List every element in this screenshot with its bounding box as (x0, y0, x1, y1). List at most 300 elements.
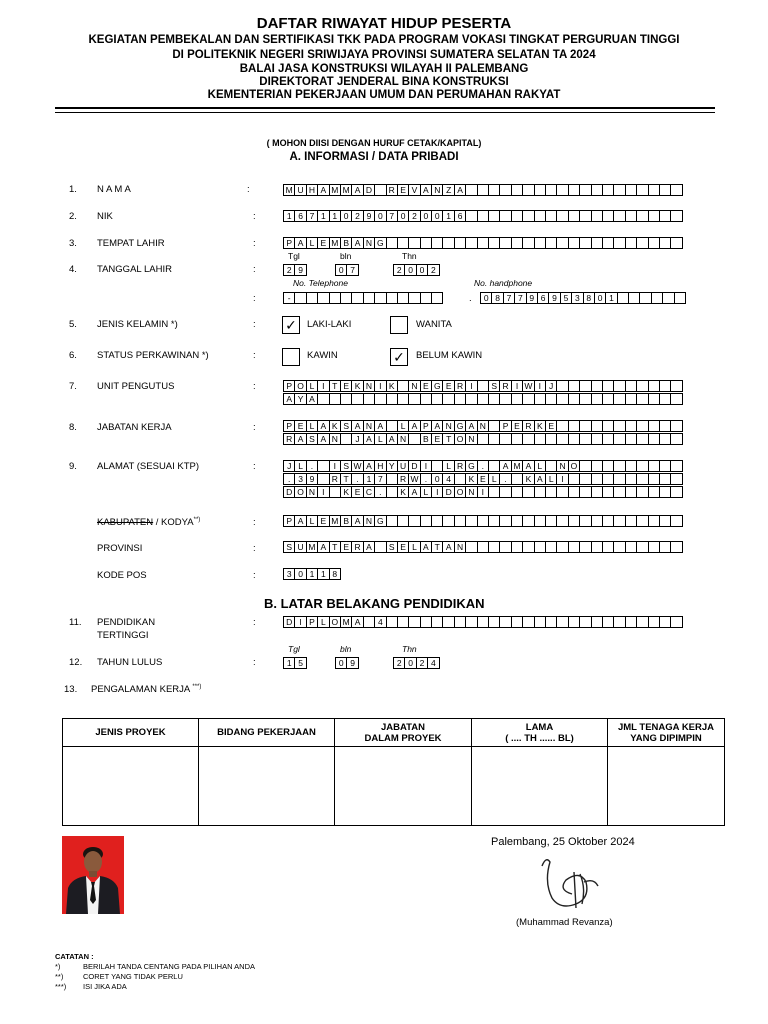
alamat-grid-line-3[interactable] (284, 486, 683, 498)
letter-box: L (294, 460, 306, 472)
letter-box: 4 (442, 473, 454, 485)
tahun-lulus-label: TAHUN LULUS (97, 657, 163, 668)
letter-box: 1 (317, 568, 329, 580)
letter-box: 1 (605, 292, 617, 304)
letter-box: 1 (442, 210, 454, 222)
status-label: STATUS PERKAWINAN *) (97, 350, 209, 361)
letter-box: 3 (294, 473, 306, 485)
letter-box: R (454, 460, 466, 472)
letter-box: W (522, 380, 534, 392)
letter-box: L (420, 486, 432, 498)
provinsi-grid[interactable] (284, 541, 683, 553)
letter-box: R (454, 380, 466, 392)
letter-box: 1 (306, 568, 318, 580)
colon: : (253, 422, 256, 433)
header-line-5: KEMENTERIAN PEKERJAAN UMUM DAN PERUMAHAN RAKYAT (207, 89, 561, 101)
letter-box: 7 (514, 292, 526, 304)
letter-box: Y (386, 460, 398, 472)
signature (536, 852, 602, 919)
laki-laki-checkbox[interactable]: ✓ (282, 316, 300, 334)
grad-day-grid[interactable] (284, 657, 307, 669)
pengalaman-text: PENGALAMAN KERJA (91, 684, 190, 696)
letter-box: S (488, 380, 500, 392)
letter-box: J (283, 460, 295, 472)
letter-box: E (397, 184, 409, 196)
letter-box: R (283, 433, 295, 445)
letter-box: . (351, 473, 363, 485)
row-number: 12. (69, 657, 83, 668)
alamat-label: ALAMAT (SESUAI KTP) (97, 461, 200, 472)
letter-box: 6 (537, 292, 549, 304)
letter-box: 1 (329, 210, 341, 222)
note-1-mark: *) (55, 962, 61, 971)
kabupaten-note-mark: **) (193, 517, 201, 523)
letter-box (670, 541, 682, 553)
letter-box: I (374, 380, 386, 392)
letter-box: N (363, 420, 375, 432)
letter-box: J (545, 380, 557, 392)
letter-box: . (420, 473, 432, 485)
row-number: 5. (69, 319, 77, 330)
letter-box (670, 486, 682, 498)
letter-box: G (465, 460, 477, 472)
letter-box: 2 (393, 264, 405, 276)
letter-box: A (317, 184, 329, 196)
letter-box: A (363, 541, 375, 553)
table-row (63, 747, 725, 826)
letter-box: 0 (420, 210, 432, 222)
letter-box: N (408, 380, 420, 392)
letter-box: 2 (416, 657, 428, 669)
colon: : (253, 517, 256, 528)
signatory-name: (Muhammad Revanza) (516, 917, 613, 928)
letter-box: M (306, 541, 318, 553)
header-line-3: BALAI JASA KONSTRUKSI WILAYAH II PALEMBANG (239, 63, 529, 75)
handphone-grid[interactable] (481, 292, 686, 304)
header-line-2: DI POLITEKNIK NEGERI SRIWIJAYA PROVINSI SUMATERA SELATAN TA 2024 (172, 49, 596, 61)
letter-box: L (306, 515, 318, 527)
letter-box: O (329, 616, 341, 628)
letter-box: 0 (340, 210, 352, 222)
col-jabatan-proyek: JABATAN DALAM PROYEK (335, 719, 472, 747)
letter-box: N (329, 433, 341, 445)
row-number: 9. (69, 461, 77, 472)
letter-box: 4 (374, 616, 386, 628)
colon: : (247, 184, 250, 195)
letter-box: 9 (548, 292, 560, 304)
letter-box: A (499, 460, 511, 472)
phone-separator: . (469, 293, 472, 304)
letter-box: P (283, 420, 295, 432)
letter-box: A (442, 541, 454, 553)
letter-box: 3 (571, 292, 583, 304)
letter-box: L (488, 473, 500, 485)
letter-box: I (534, 380, 546, 392)
jabatan-label: JABATAN KERJA (97, 422, 172, 433)
letter-box: D (283, 486, 295, 498)
letter-box (670, 210, 682, 222)
kawin-checkbox[interactable] (282, 348, 300, 366)
letter-box: - (283, 292, 295, 304)
letter-box: . (499, 473, 511, 485)
letter-box: A (534, 473, 546, 485)
letter-box: A (306, 393, 318, 405)
letter-box (674, 292, 686, 304)
letter-box: I (317, 486, 329, 498)
letter-box: A (408, 486, 420, 498)
alamat-grid-line-1[interactable] (284, 460, 683, 472)
letter-box: B (340, 237, 352, 249)
letter-box: K (522, 473, 534, 485)
letter-box: 0 (335, 264, 347, 276)
table-cell[interactable] (63, 747, 199, 826)
letter-box: K (340, 486, 352, 498)
nik-label: NIK (97, 211, 113, 222)
letter-box: 0 (335, 657, 347, 669)
colon: : (253, 238, 256, 249)
letter-box: A (317, 420, 329, 432)
letter-box: N (306, 486, 318, 498)
letter-box: E (317, 237, 329, 249)
unit-grid-line-1[interactable] (284, 380, 683, 392)
letter-box: 2 (408, 210, 420, 222)
letter-box: A (454, 184, 466, 196)
letter-box: M (283, 184, 295, 196)
notes-title: CATATAN : (55, 952, 94, 961)
letter-box: G (374, 237, 386, 249)
colon: : (253, 211, 256, 222)
letter-box: R (499, 380, 511, 392)
letter-box: N (442, 420, 454, 432)
letter-box: I (329, 460, 341, 472)
letter-box: A (351, 515, 363, 527)
document-title: DAFTAR RIWAYAT HIDUP PESERTA (256, 15, 512, 32)
provinsi-label: PROVINSI (97, 543, 143, 554)
letter-box: E (317, 515, 329, 527)
letter-box: 0 (374, 210, 386, 222)
tanggal-lahir-label: TANGGAL LAHIR (97, 264, 172, 275)
handphone-caption: No. handphone (474, 278, 533, 288)
letter-box: K (351, 380, 363, 392)
note-1: BERILAH TANDA CENTANG PADA PILIHAN ANDA (83, 962, 255, 971)
colon: : (253, 350, 256, 361)
letter-box: 9 (306, 473, 318, 485)
note-2: CORET YANG TIDAK PERLU (83, 972, 183, 981)
letter-box: 2 (351, 210, 363, 222)
letter-box: M (340, 184, 352, 196)
letter-box: S (306, 433, 318, 445)
letter-box: 4 (427, 657, 439, 669)
letter-box: 2 (393, 657, 405, 669)
nik-grid[interactable] (284, 210, 683, 222)
colon: : (253, 293, 256, 304)
letter-box: I (556, 473, 568, 485)
letter-box: 9 (526, 292, 538, 304)
table-cell[interactable] (472, 747, 608, 826)
letter-box (670, 237, 682, 249)
place-date: Palembang, 25 Oktober 2024 (491, 836, 635, 848)
letter-box: N (454, 541, 466, 553)
kode-pos-grid[interactable] (284, 568, 341, 580)
letter-box: I (511, 380, 523, 392)
letter-box: R (351, 541, 363, 553)
letter-box: 0 (480, 292, 492, 304)
letter-box: N (397, 433, 409, 445)
letter-box: A (317, 433, 329, 445)
letter-box: 0 (416, 264, 428, 276)
kabupaten-label (97, 517, 200, 528)
letter-box: 2 (427, 264, 439, 276)
telephone-caption: No. Telephone (293, 278, 348, 288)
letter-box: P (499, 420, 511, 432)
colon: : (253, 617, 256, 628)
letter-box: M (329, 515, 341, 527)
letter-box: E (340, 380, 352, 392)
letter-box: I (431, 486, 443, 498)
letter-box: N (556, 460, 568, 472)
letter-box (670, 380, 682, 392)
letter-box: T (442, 433, 454, 445)
letter-box: H (374, 460, 386, 472)
jenis-kelamin-label: JENIS KELAMIN *) (97, 319, 178, 330)
letter-box (670, 473, 682, 485)
letter-box: 1 (317, 210, 329, 222)
letter-box: S (340, 460, 352, 472)
letter-box: A (386, 433, 398, 445)
letter-box: A (317, 541, 329, 553)
letter-box (670, 393, 682, 405)
letter-box: 7 (386, 210, 398, 222)
alamat-grid-line-2[interactable] (284, 473, 683, 485)
birth-day-grid[interactable] (284, 264, 307, 276)
thn-caption: Thn (402, 644, 417, 654)
nama-label: N A M A (97, 184, 131, 195)
section-a-title: A. INFORMASI / DATA PRIBADI (289, 151, 459, 163)
colon: : (253, 319, 256, 330)
letter-box: K (397, 486, 409, 498)
letter-box: B (340, 515, 352, 527)
letter-box: A (351, 184, 363, 196)
row-number: 8. (69, 422, 77, 433)
row-number: 6. (69, 350, 77, 361)
wanita-label: WANITA (416, 319, 452, 330)
col-jenis-proyek: JENIS PROYEK (63, 719, 199, 747)
letter-box: 8 (329, 568, 341, 580)
letter-box: 7 (306, 210, 318, 222)
pengalaman-note-mark: ***) (192, 684, 202, 690)
letter-box: P (283, 237, 295, 249)
letter-box: A (283, 393, 295, 405)
letter-box (670, 420, 682, 432)
letter-box: 0 (294, 568, 306, 580)
letter-box: K (534, 420, 546, 432)
kabupaten-grid[interactable] (284, 515, 683, 527)
letter-box: P (283, 380, 295, 392)
row-number: 13. (64, 684, 78, 695)
pendidikan-label-2: TERTINGGI (97, 630, 149, 641)
jabatan-grid-line-1[interactable] (284, 420, 683, 432)
table-cell[interactable] (335, 747, 472, 826)
jabatan-grid-line-2[interactable] (284, 433, 683, 445)
letter-box: 7 (374, 473, 386, 485)
letter-box: T (329, 541, 341, 553)
kawin-label: KAWIN (307, 350, 338, 361)
letter-box: 0 (397, 210, 409, 222)
header-line-4: DIREKTORAT JENDERAL BINA KONSTRUKSI (259, 76, 509, 88)
birth-month-grid[interactable] (336, 264, 359, 276)
letter-box: J (351, 433, 363, 445)
table-header-row (63, 719, 725, 747)
wanita-checkbox[interactable] (390, 316, 408, 334)
letter-box: E (511, 420, 523, 432)
colon: : (253, 264, 256, 275)
letter-box: T (340, 473, 352, 485)
letter-box: E (420, 380, 432, 392)
note-2-mark: **) (55, 972, 64, 981)
belum-kawin-label: BELUM KAWIN (416, 350, 483, 361)
letter-box: 9 (363, 210, 375, 222)
letter-box: S (386, 541, 398, 553)
letter-box: N (465, 486, 477, 498)
letter-box: C (363, 486, 375, 498)
letter-box: T (431, 541, 443, 553)
letter-box: Z (442, 184, 454, 196)
letter-box: . (283, 473, 295, 485)
letter-box: M (511, 460, 523, 472)
birth-year-grid[interactable] (394, 264, 440, 276)
letter-box: . (306, 460, 318, 472)
letter-box (431, 292, 443, 304)
letter-box: K (386, 380, 398, 392)
letter-box: 5 (294, 657, 306, 669)
letter-box: I (317, 380, 329, 392)
letter-box: I (294, 616, 306, 628)
letter-box (670, 616, 682, 628)
letter-box: L (534, 460, 546, 472)
row-number: 4. (69, 264, 77, 275)
letter-box: L (397, 420, 409, 432)
letter-box: 0 (431, 473, 443, 485)
letter-box (670, 184, 682, 196)
unit-grid-line-2[interactable] (284, 393, 683, 405)
letter-box: 1 (363, 473, 375, 485)
letter-box: N (363, 380, 375, 392)
letter-box: P (420, 420, 432, 432)
letter-box: A (294, 515, 306, 527)
colon: : (253, 543, 256, 554)
letter-box: Y (294, 393, 306, 405)
letter-box: R (522, 420, 534, 432)
letter-box: N (363, 515, 375, 527)
letter-box: L (408, 541, 420, 553)
letter-box: 1 (283, 657, 295, 669)
kabupaten-struck: KABUPATEN (97, 517, 154, 529)
section-b-title: B. LATAR BELAKANG PENDIDIKAN (264, 596, 485, 611)
kode-pos-label: KODE POS (97, 570, 147, 581)
letter-box: 0 (594, 292, 606, 304)
letter-box: A (363, 433, 375, 445)
letter-box: N (477, 420, 489, 432)
row-number: 3. (69, 238, 77, 249)
letter-box: O (568, 460, 580, 472)
letter-box: E (351, 486, 363, 498)
letter-box: A (465, 420, 477, 432)
letter-box: L (545, 473, 557, 485)
letter-box: R (386, 184, 398, 196)
tempat-lahir-grid[interactable] (284, 237, 683, 249)
letter-box: P (283, 515, 295, 527)
passport-photo (62, 836, 124, 914)
telephone-grid[interactable] (284, 292, 443, 304)
letter-box: N (431, 184, 443, 196)
experience-table (62, 718, 725, 826)
grad-month-grid[interactable] (336, 657, 359, 669)
letter-box: A (374, 420, 386, 432)
letter-box: A (431, 420, 443, 432)
letter-box: O (454, 433, 466, 445)
row-number: 2. (69, 211, 77, 222)
letter-box: A (420, 184, 432, 196)
letter-box: A (522, 460, 534, 472)
table-cell[interactable] (608, 747, 725, 826)
letter-box: L (374, 433, 386, 445)
grad-year-grid[interactable] (394, 657, 440, 669)
table-cell[interactable] (199, 747, 335, 826)
letter-box: M (329, 237, 341, 249)
laki-laki-label: LAKI-LAKI (307, 319, 352, 330)
letter-box: L (306, 420, 318, 432)
letter-box: S (283, 541, 295, 553)
letter-box: . (374, 486, 386, 498)
letter-box: E (477, 473, 489, 485)
col-bidang-pekerjaan: BIDANG PEKERJAAN (199, 719, 335, 747)
row-number: 7. (69, 381, 77, 392)
letter-box: A (351, 616, 363, 628)
letter-box: 5 (560, 292, 572, 304)
letter-box: M (329, 184, 341, 196)
letter-box: 0 (431, 210, 443, 222)
pendidikan-grid[interactable] (284, 616, 683, 628)
nama-grid[interactable] (284, 184, 683, 196)
letter-box: A (351, 237, 363, 249)
thn-caption: Thn (402, 251, 417, 261)
letter-box: 8 (491, 292, 503, 304)
colon: : (253, 461, 256, 472)
letter-box: L (306, 380, 318, 392)
letter-box: E (294, 420, 306, 432)
note-3-mark: ***) (55, 982, 67, 991)
letter-box: K (465, 473, 477, 485)
letter-box: S (340, 420, 352, 432)
letter-box: E (545, 420, 557, 432)
letter-box: I (465, 380, 477, 392)
letter-box: I (420, 460, 432, 472)
letter-box: N (465, 433, 477, 445)
col-jml-tenaga: JML TENAGA KERJA YANG DIPIMPIN (608, 719, 725, 747)
note-3: ISI JIKA ADA (83, 982, 127, 991)
letter-box (670, 433, 682, 445)
letter-box: 1 (283, 210, 295, 222)
letter-box: E (442, 380, 454, 392)
letter-box: 0 (404, 264, 416, 276)
letter-box: V (408, 184, 420, 196)
letter-box: H (306, 184, 318, 196)
belum-kawin-checkbox[interactable]: ✓ (390, 348, 408, 366)
letter-box: 6 (454, 210, 466, 222)
letter-box: A (408, 420, 420, 432)
letter-box: A (294, 237, 306, 249)
header-rule-thick (55, 107, 715, 109)
